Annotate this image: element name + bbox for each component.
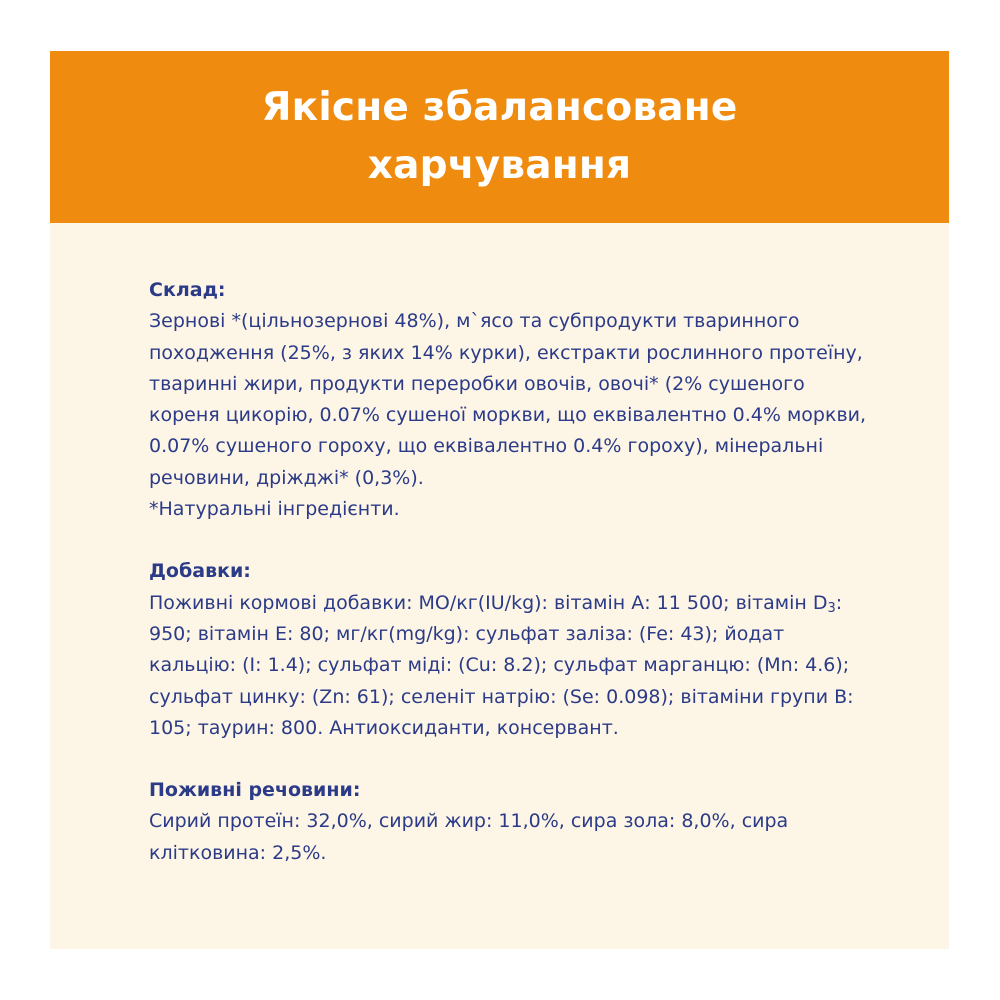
additives-heading: Добавки: (149, 560, 251, 583)
composition-heading: Склад: (149, 279, 226, 301)
header-banner (50, 51, 949, 223)
composition-note: *Натуральні інгредієнти. (149, 498, 400, 521)
content-area (149, 275, 869, 900)
nutrients-heading: Поживні речовини: (149, 779, 361, 802)
page-title: Якісне збалансоване харчування (261, 85, 738, 188)
nutrients-text: Сирий протеїн: 32,0%, сирий жир: 11,0%, сира зола: 8,0%, сира клітковина: 2,5%. (149, 810, 789, 864)
additives-section (149, 556, 869, 744)
info-card (50, 51, 949, 949)
additives-text-part1: Поживні кормові добавки: МО/кг(IU/kg): вітамін А: 11 500; вітамін D (149, 591, 828, 614)
vitamin-d-subscript: 3 (827, 600, 836, 616)
composition-text: Зернові *(цільнозернові 48%), м`ясо та субпродукти тваринного походження (25%, з яких 14% курки), екстракти рослинного протеїну, тваринні жири, продукти переробки овочів, овочі* (2% сушеного кореня цикорію, 0.07% сушеної моркви, що еквівалентно 0.4% моркви, 0.07% сушеного гороху, що еквівалентно 0.4% гороху), мінеральні речовини, дріжджі* (0,3%). (149, 310, 867, 489)
additives-text (149, 588, 869, 744)
nutrients-section (149, 775, 869, 869)
additives-text-part2: : 950; вітамін Е: 80; мг/кг(mg/kg): сульфат заліза: (Fe: 43); йодат кальцію: (I: 1.4); сульфат міді: (Cu: 8.2); сульфат марганцю: (Mn: 4.6); сульфат цинку: (Zn: 61); селеніт натрію: (Se: 0.098); вітаміни групи В: 105; таурин: 800. Антиоксиданти, консервант. (149, 591, 854, 739)
composition-section (149, 275, 869, 525)
